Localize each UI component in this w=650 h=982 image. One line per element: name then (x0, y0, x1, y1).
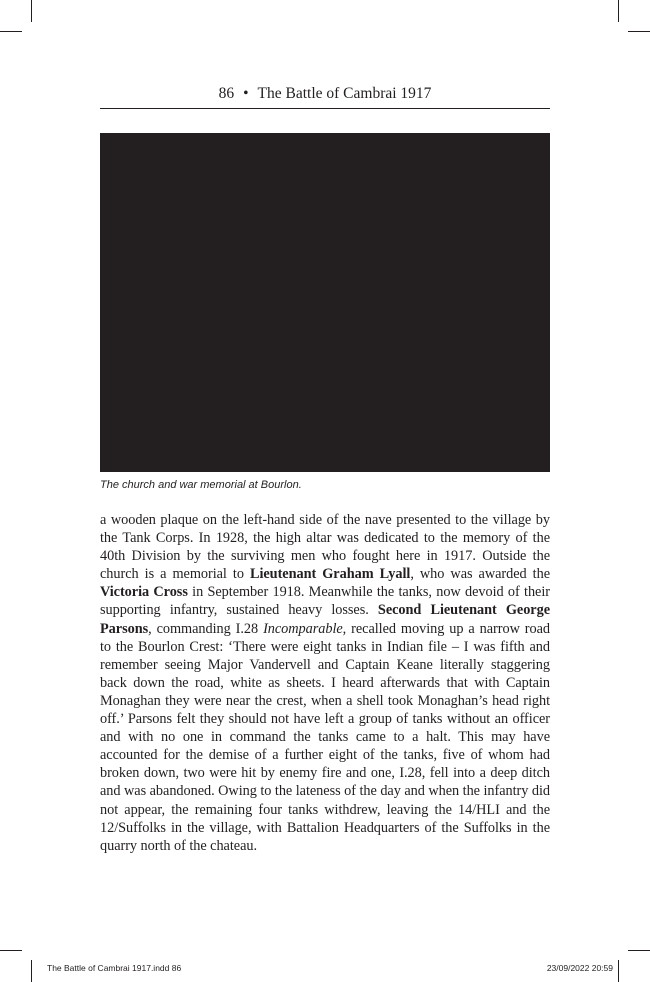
book-title: The Battle of Cambrai 1917 (257, 85, 432, 102)
header-separator: • (243, 85, 249, 102)
body-text-segment: in September 1918. Meanwhile the tanks, now devoid of their supporting infantry, sustained heavy losses. (100, 584, 550, 619)
page-number: 86 (218, 85, 235, 102)
body-text-segment: , recalled moving up a narrow road to the Bourlon Crest: ‘There were eight tanks in Indian file – I was fifth and remember seeing Major Vandervell and Captain Keane literally staggering back down the road, white as sheets. I heard afterwards that with Captain Monaghan they were near the crest, when a shell took Monaghan’s head right off.’ Parsons felt they should not have left a group of tanks without an officer and with no one in command the tanks came to a halt. This may have accounted for the demise of a further eight of the tanks, five of whom had broken down, two were hit by enemy fire and one, I.28, fell into a deep ditch and was abandoned. Owing to the lateness of the day and when the infantry did not appear, the remaining four tanks withdrew, leaving the 14/HLI and the 12/Suffolks in the village, with Battalion Headquarters of the Suffolks in the quarry north of the chateau. (100, 620, 550, 854)
body-text-segment: a wooden plaque on the left-hand side of the nave presented to the village by the Tank Corps. In 1928, the high altar was dedicated to the memory of the 40th Division by the surviving men who fought here in 1917. Outside the church is a memorial to (100, 512, 550, 583)
body-paragraph (100, 511, 550, 855)
header-rule (100, 108, 550, 109)
figure-caption: The church and war memorial at Bourlon. (100, 479, 302, 491)
file-slug: The Battle of Cambrai 1917.indd 86 (47, 963, 182, 973)
body-text-segment: , who was awarded the (410, 566, 550, 583)
crop-mark-top-right (618, 0, 619, 22)
name-graham-lyall: Lieutenant Graham Lyall (249, 566, 411, 583)
award-victoria-cross: Victoria Cross (100, 584, 188, 601)
tank-name-incomparable: Incomparable (263, 620, 343, 637)
name-george-parsons: Second Lieutenant George Parsons (100, 602, 551, 637)
crop-mark-bottom-left (31, 960, 32, 982)
crop-mark-top-left (31, 0, 32, 22)
crop-mark-top-left-horizontal (0, 31, 22, 32)
running-head (100, 84, 550, 104)
church-photo (100, 133, 550, 472)
crop-mark-bottom-right-horizontal (628, 950, 650, 951)
print-timestamp: 23/09/2022 20:59 (546, 963, 613, 973)
crop-mark-bottom-right (618, 960, 619, 982)
body-text-segment: , commanding I.28 (148, 620, 264, 637)
crop-mark-top-right-horizontal (628, 31, 650, 32)
crop-mark-bottom-left-horizontal (0, 950, 22, 951)
